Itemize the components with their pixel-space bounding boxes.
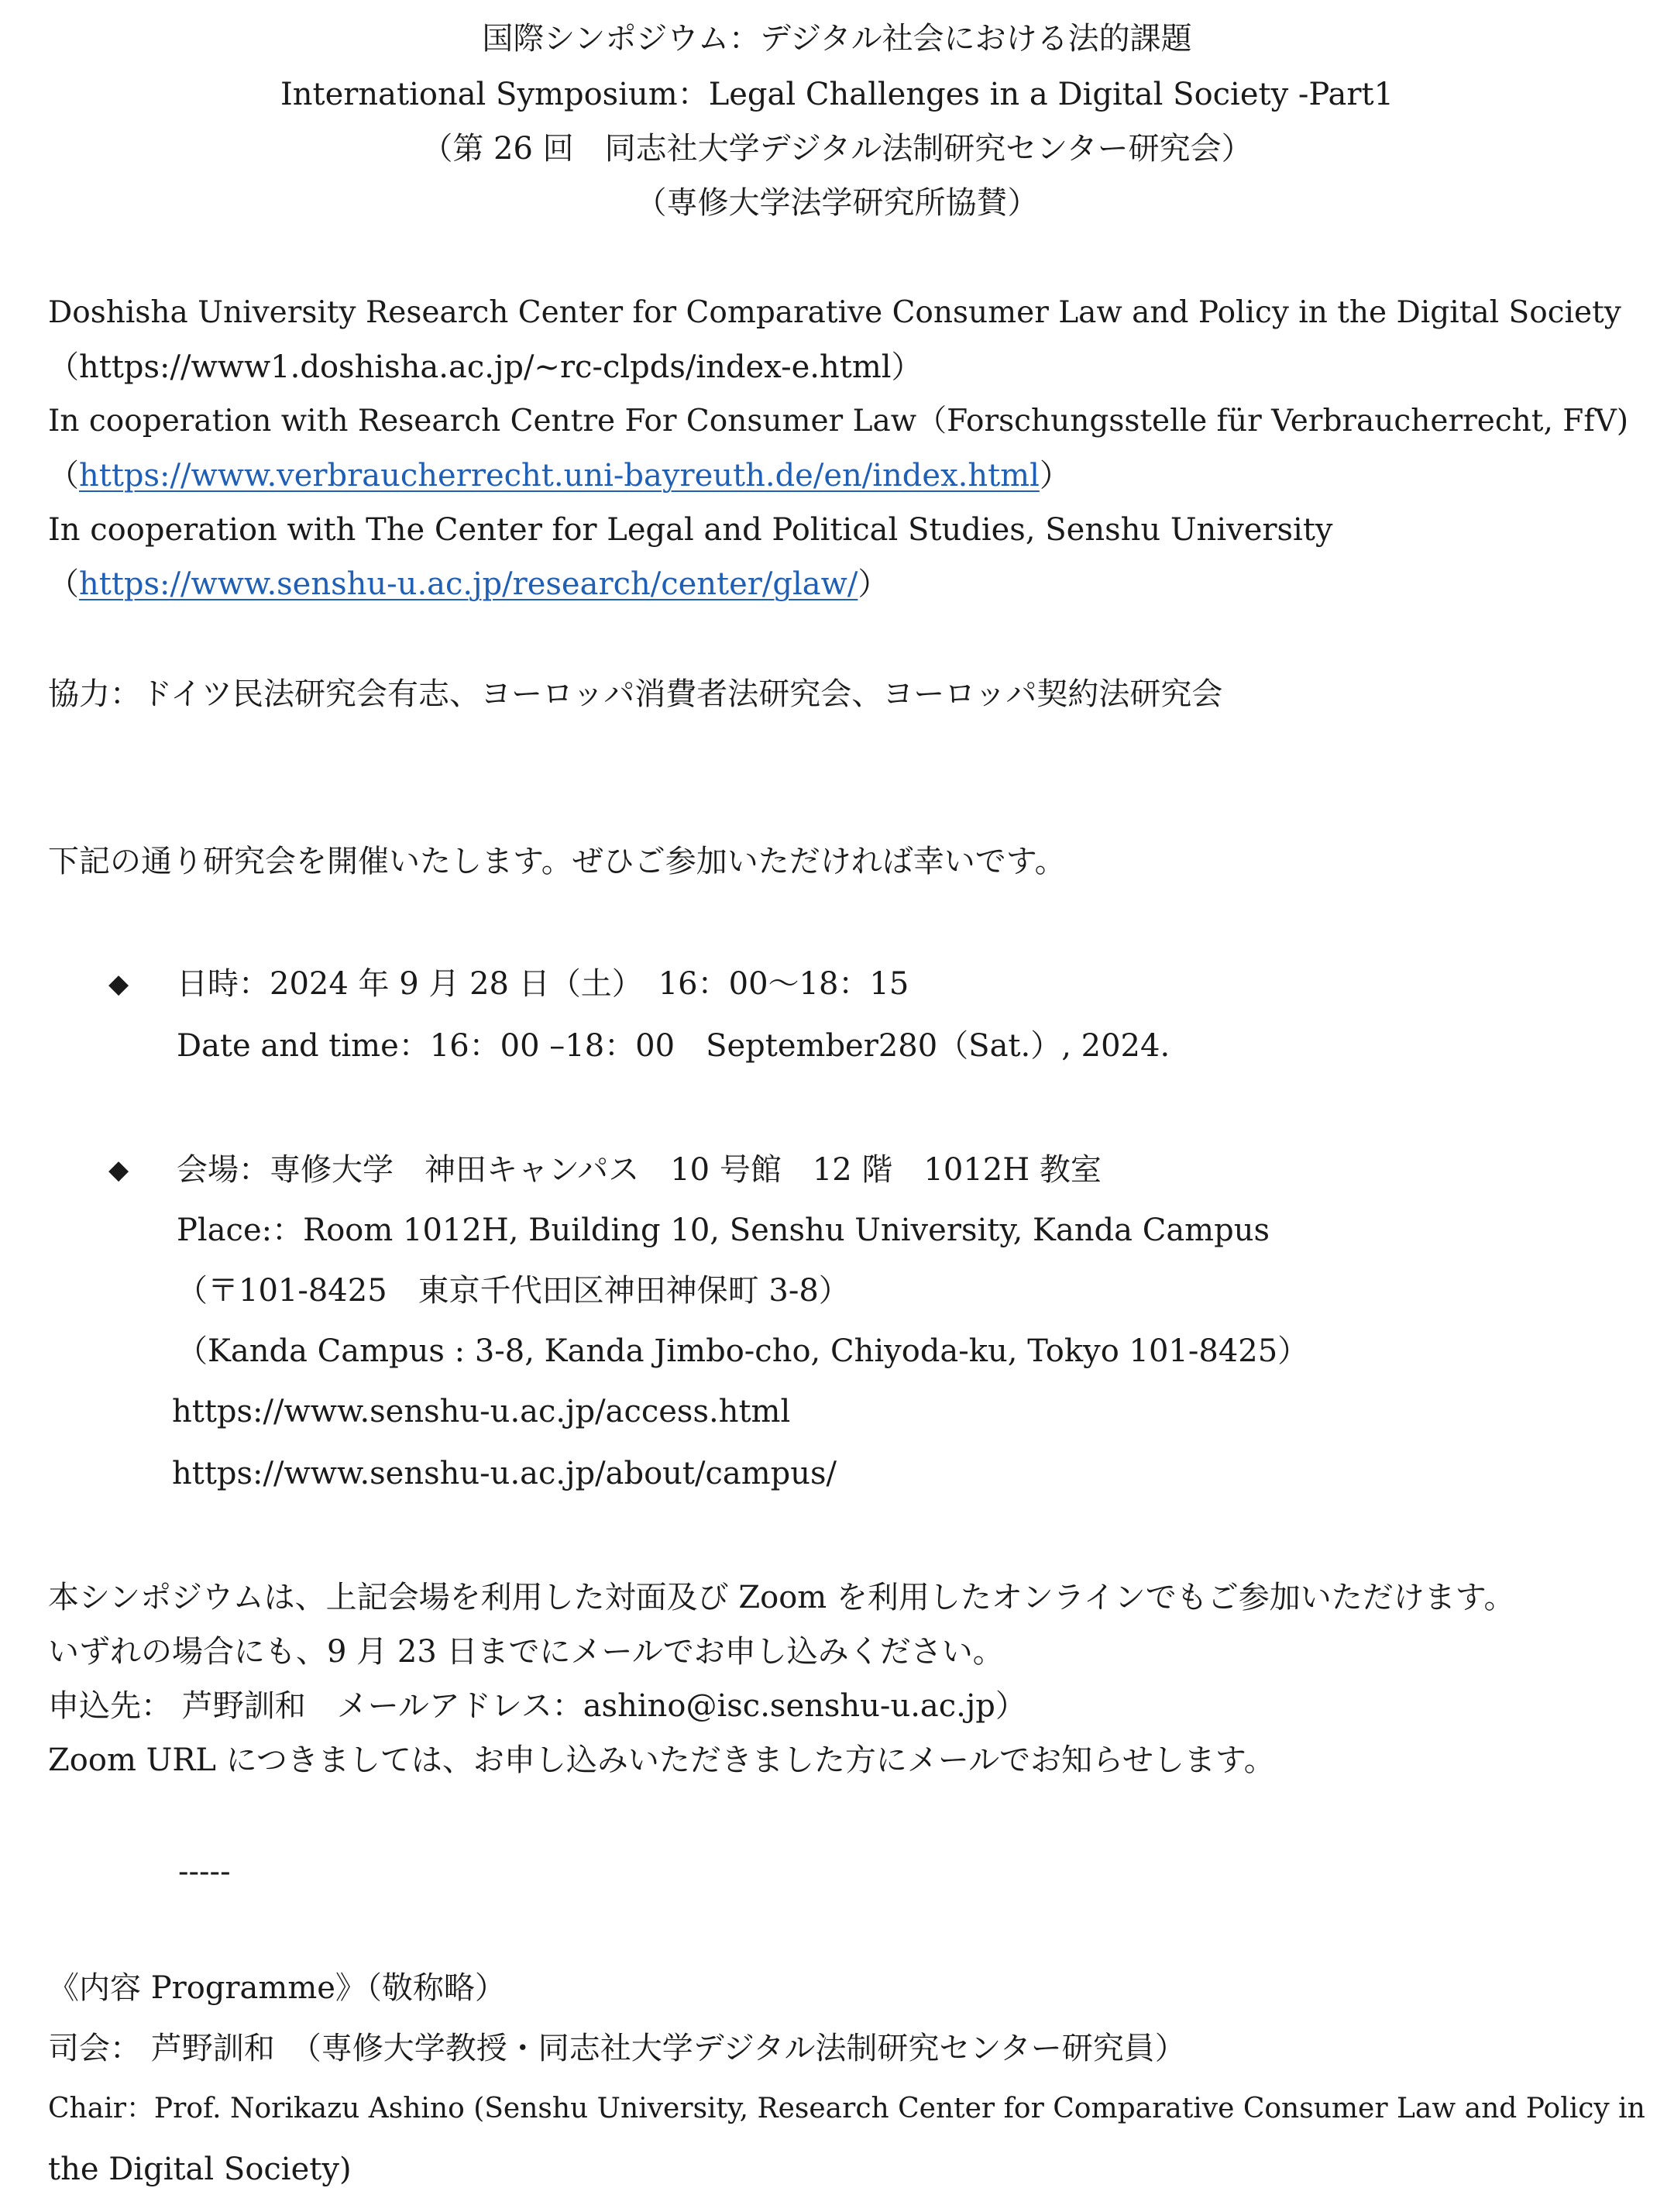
venue-japanese: 会場：専修大学 神田キャンパス 10 号館 12 階 1012H 教室 [177,1152,1102,1188]
datetime-english: Date and time：16：00 –18：00 September280（Sat.）, 2024. [177,1028,1170,1064]
doshisha-url: （https://www1.doshisha.ac.jp/~rc-clpds/index-e.html） [48,349,923,385]
title-japanese: 国際シンポジウム：デジタル社会における法的課題 [482,21,1192,57]
paren-close: ） [858,566,889,602]
ffv-url-line [48,456,1071,496]
datetime-japanese: 日時：2024 年 9 月 28 日（土） 16：00～18：15 [177,966,909,1002]
paren-open: （ [48,566,79,602]
registration-line-2: いずれの場合にも、9 月 23 日までにメールでお申し込みください。 [48,1634,1004,1670]
address-japanese: （〒101-8425 東京千代田区神田神保町 3-8） [177,1273,850,1309]
registration-contact: 申込先： 芦野訓和 メールアドレス：ashino@isc.senshu-u.ac.jp） [48,1688,1026,1724]
ffv-url-link[interactable]: https://www.verbraucherrecht.uni-bayreuth.de/en/index.html [79,458,1040,494]
registration-zoom-note: Zoom URL につきましては、お申し込みいただきました方にメールでお知らせします。 [48,1742,1275,1778]
programme-heading: 《内容 Programme》（敬称略） [48,1970,506,2006]
title-english: International Symposium：Legal Challenges in a Digital Society -Part1 [280,77,1394,112]
address-english: （Kanda Campus : 3-8, Kanda Jimbo-cho, Chiyoda-ku, Tokyo 101-8425） [177,1333,1309,1369]
campus-url[interactable]: https://www.senshu-u.ac.jp/about/campus/ [172,1456,837,1491]
diamond-bullet-icon: ◆ [108,968,129,999]
cooperation-ffv: In cooperation with Research Centre For Consumer Law（Forschungsstelle für Verbraucherrecht, FfV) [48,404,1629,439]
access-url[interactable]: https://www.senshu-u.ac.jp/access.html [172,1394,791,1429]
paren-close: ） [1039,458,1071,494]
venue-english: Place:：Room 1012H, Building 10, Senshu University, Kanda Campus [177,1213,1270,1248]
senshu-url-line [48,564,889,604]
cooperation-senshu: In cooperation with The Center for Legal and Political Studies, Senshu University [48,512,1333,548]
chair-english-2: the Digital Society) [48,2152,352,2187]
session-info: （第 26 回 同志社大学デジタル法制研究センター研究会） [421,131,1253,167]
intro-line: 下記の通り研究会を開催いたします。ぜひご参加いただければ幸いです。 [48,844,1066,879]
registration-line-1: 本シンポジウムは、上記会場を利用した対面及び Zoom を利用したオンラインでもご参加いただけます。 [48,1580,1515,1615]
paren-open: （ [48,458,79,494]
support-line: 協力：ドイツ民法研究会有志、ヨーロッパ消費者法研究会、ヨーロッパ契約法研究会 [48,676,1223,712]
separator: ----- [178,1854,231,1890]
senshu-glaw-url-link[interactable]: https://www.senshu-u.ac.jp/research/center/glaw/ [79,566,858,602]
chair-japanese: 司会： 芦野訓和 （専修大学教授・同志社大学デジタル法制研究センター研究員） [48,2031,1186,2066]
sponsor-info: （専修大学法学研究所協賛） [635,185,1039,221]
doshisha-center-name: Doshisha University Research Center for Comparative Consumer Law and Policy in the Digital Society [48,295,1621,330]
diamond-bullet-icon: ◆ [108,1154,129,1185]
chair-english-1: Chair：Prof. Norikazu Ashino (Senshu University, Research Center for Comparative Consumer Law and Policy in [48,2093,1645,2124]
